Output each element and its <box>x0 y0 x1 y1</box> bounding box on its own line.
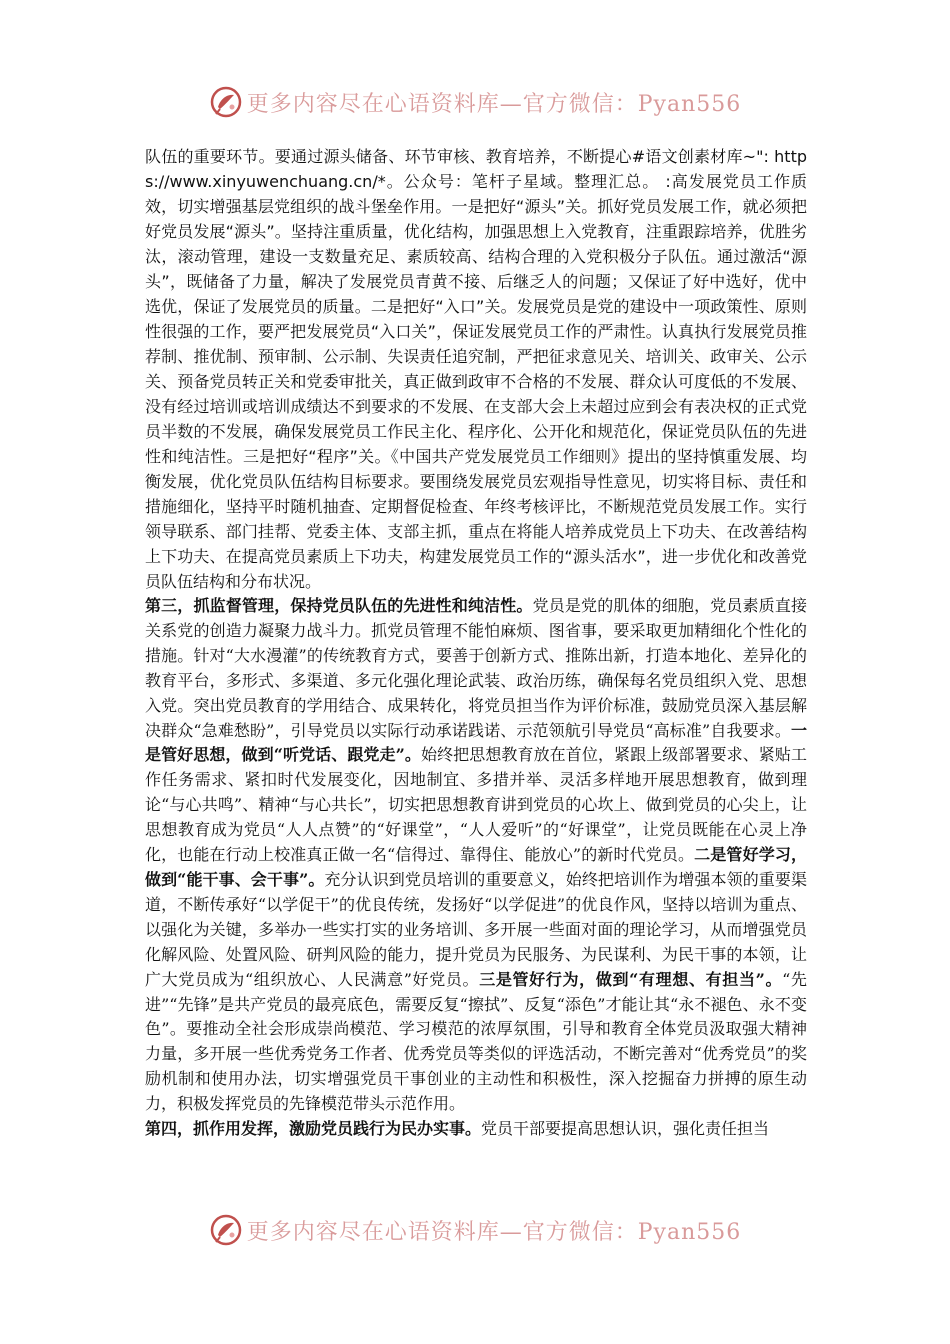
point-heading-study: 二是管好学习，做到“能干事、会干事”。 <box>145 845 807 889</box>
section-heading-fourth: 第四，抓作用发挥，激励党员践行为民办实事。 <box>145 1119 482 1139</box>
document-body <box>145 144 807 1142</box>
point-heading-behavior: 三是管好行为，做到“有理想、有担当”。 <box>479 969 783 989</box>
paragraph-recruitment: 队伍的重要环节。要通过源头储备、环节审核、教育培养，不断提心#语文创素材库~": https://www.xinyuwenchuang.cn/*。公众号：笔杆子星域。整理汇总。 :高发展党员工作质效，切实增强基层党组织的战斗堡垒作用。一是把好“源头”关。抓好党员发展工作，就必须把好党员发展“源头”。坚持注重质量，优化结构，加强思想上入党教育，注重跟踪培养，优胜劣汰，滚动管理，建设一支数量充足、素质较高、结构合理的入党积极分子队伍。通过激活“源头”，既储备了力量，解决了发展党员青黄不接、后继乏人的问题；又保证了好中选好，优中选优，保证了发展党员的质量。二是把好“入口”关。发展党员是党的建设中一项政策性、原则性很强的工作，要严把发展党员“入口关”，保证发展党员工作的严肃性。认真执行发展党员推荐制、推优制、预审制、公示制、失误责任追究制，严把征求意见关、培训关、政审关、公示关、预备党员转正关和党委审批关，真正做到政审不合格的不发展、群众认可度低的不发展、没有经过培训或培训成绩达不到要求的不发展、在支部大会上未超过应到会有表决权的正式党员半数的不发展，确保发展党员工作民主化、程序化、公开化和规范化，保证党员队伍的先进性和纯洁性。三是把好“程序”关。《中国共产党发展党员工作细则》提出的坚持慎重发展、均衡发展，优化党员队伍结构目标要求。要围绕发展党员宏观指导性意见，切实将目标、责任和措施细化，坚持平时随机抽查、定期督促检查、年终考核评比，不断规范党员发展工作。实行领导联系、部门挂帮、党委主体、支部主抓，重点在将能人培养成党员上下功夫、在改善结构上下功夫、在提高党员素质上下功夫，构建发展党员工作的“源头活水”，进一步优化和改善党员队伍结构和分布状况。 <box>145 147 807 591</box>
supervision-text-b: 始终把思想教育放在首位，紧跟上级部署要求、紧贴工作任务需求、紧扣时代发展变化，因地制宜、多措并举、灵活多样地开展思想教育，做到理论“与心共鸣”、精神“与心共长”，切实把思想教育讲到党员的心坎上、做到党员的心尖上，让思想教育成为党员“人人点赞”的“好课堂”，“人人爱听”的“好课堂”，让党员既能在心灵上净化，也能在行动上校准真正做一名“信得过、靠得住、能放心”的新时代党员。 <box>145 745 807 865</box>
pen-flower-logo-icon <box>209 85 243 119</box>
paragraph-role <box>145 1117 807 1142</box>
supervision-text-a: 党员是党的肌体的细胞，党员素质直接关系党的创造力凝聚力战斗力。抓党员管理不能怕麻烦、图省事，要采取更加精细化个性化的措施。针对“大水漫灌”的传统教育方式，要善于创新方式、推陈出新，打造本地化、差异化的教育平台，多形式、多渠道、多元化强化理论武装、政治历练，确保每名党员组织入党、思想入党。突出党员教育的学用结合、成果转化，将党员担当作为评价标准，鼓励党员深入基层解决群众“急难愁盼”，引导党员以实际行动承诺践诺、示范领航引导党员“高标准”自我要求。 <box>145 596 807 740</box>
banner-text: 更多内容尽在心语资料库—官方微信：Pyan556 <box>246 1219 742 1245</box>
footer-banner <box>0 1210 950 1250</box>
paragraph-supervision <box>145 594 807 1117</box>
header-banner <box>0 82 950 122</box>
banner-text: 更多内容尽在心语资料库—官方微信：Pyan556 <box>246 91 742 117</box>
role-text: 党员干部要提高思想认识，强化责任担当 <box>481 1119 770 1139</box>
supervision-text-d: “先进”“先锋”是共产党员的最亮底色，需要反复“擦拭”、反复“添色”才能让其“永不褪色、永不变色”。要推动全社会形成崇尚模范、学习模范的浓厚氛围，引导和教育全体党员汲取强大精神力量，多开展一些优秀党务工作者、优秀党员等类似的评选活动，不断完善对“优秀党员”的奖励机制和使用办法，切实增强党员干事创业的主动性和积极性，深入挖掘奋力拼搏的原生动力，积极发挥党员的先锋模范带头示范作用。 <box>145 969 807 1114</box>
section-heading-third: 第三，抓监督管理，保持党员队伍的先进性和纯洁性。 <box>145 596 533 615</box>
point-heading-thought: 一是管好思想，做到“听党话、跟党走”。 <box>145 720 807 765</box>
pen-flower-logo-icon <box>209 1213 243 1247</box>
supervision-text-c: 充分认识到党员培训的重要意义，始终把培训作为增强本领的重要渠道，不断传承好“以学促干”的优良传统，发扬好“以学促进”的优良作风，坚持以培训为重点、以强化为关键，多举办一些实打实的业务培训、多开展一些面对面的理论学习，从而增强党员化解风险、处置风险、研判风险的能力，提升党员为民服务、为民谋利、为民干事的本领，让广大党员成为“组织放心、人民满意”好党员。 <box>145 869 807 989</box>
